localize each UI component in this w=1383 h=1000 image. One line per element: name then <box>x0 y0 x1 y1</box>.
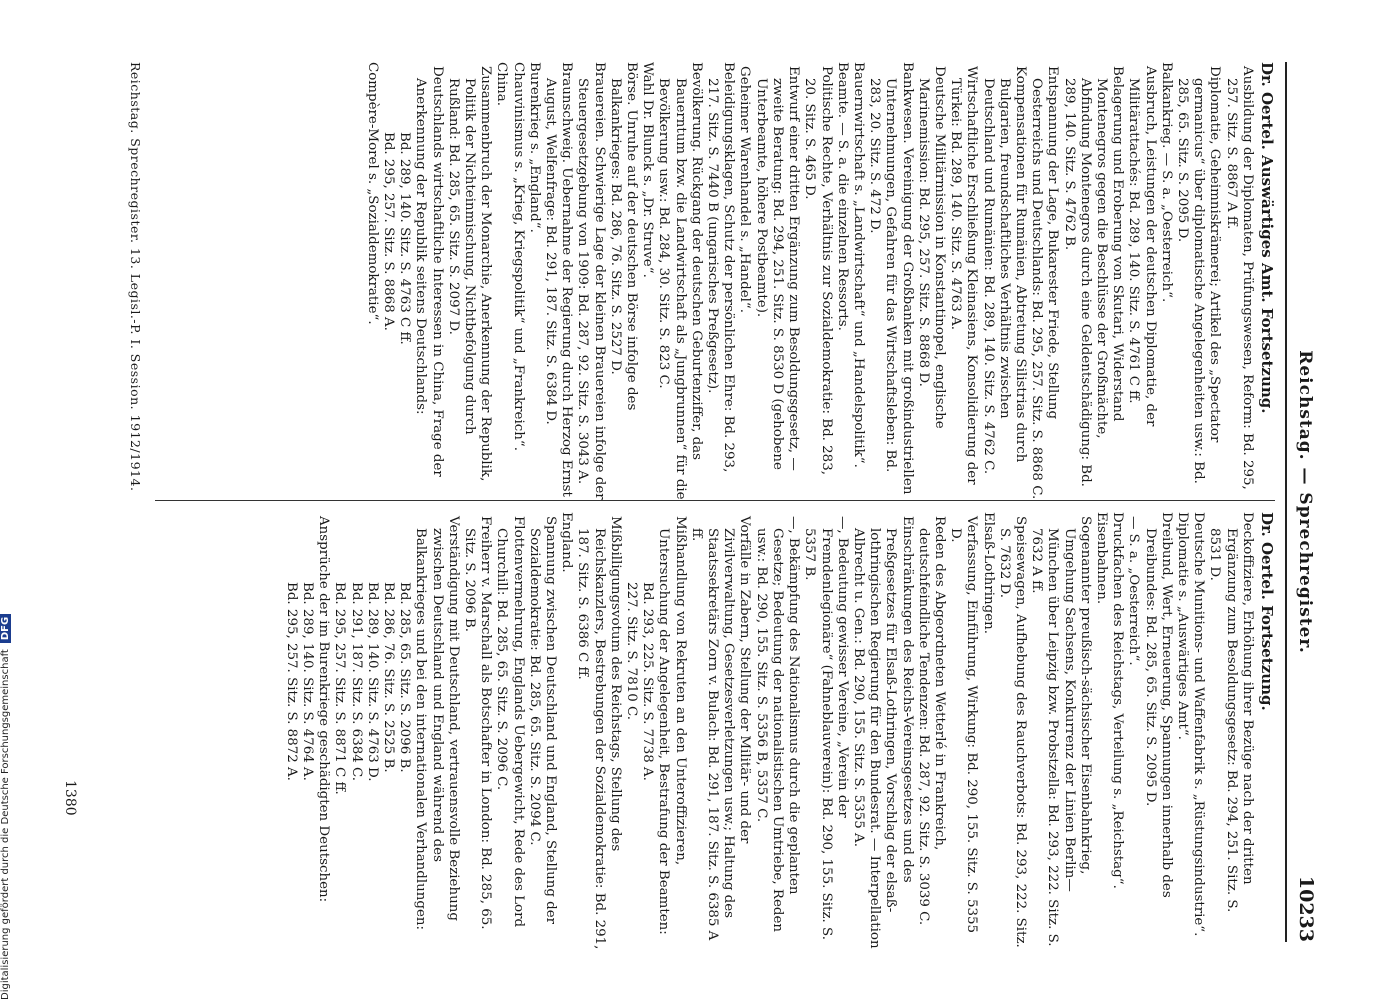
page-footer-number: 1380 <box>62 780 78 816</box>
left-index-entry: Börse. Unruhe auf der deutschen Börse infolge des Balkankrieges: Bd. 286, 76. Sitz. S. 2527 D. <box>607 62 640 411</box>
left-index-entry: Brauereien. Schwierige Lage der kleinen Brauereien infolge der Steuergesetzgebung von 1909: Bd. 287, 92. Sitz. S. 3043 A. <box>575 62 607 500</box>
header-page-number: 10233 <box>1295 875 1317 942</box>
right-subentry: Sogenannter preußisch-sächsischer Eisenbahnkrieg, Umgehung Sachsens, Konkurrenz der Linien Berlin—München über Leipzig bzw. Probstzella: Bd. 293, 222. Sitz. S. 7632 A ff. <box>1029 516 1093 947</box>
left-index-entry: Wahl Dr. Blunck s. „Dr. Struve“. <box>640 62 656 278</box>
right-reference-line: Bd. 285, 65. Sitz. S. 2096 B. <box>397 582 413 773</box>
right-index-entry: England. <box>559 512 575 573</box>
left-index-entry: Bauernwirtschaft s. „Landwirtschaft“ und „Handelspolitik“. <box>850 62 866 468</box>
right-subentry: Freiherr v. Marschall als Botschafter in London: Bd. 285, 65. Sitz. S. 2096 B. <box>462 516 494 930</box>
right-subentry: Mißbilligungsvotum des Reichstags, Stellung des Reichskanzlers, Bestrebungen der Sozialdemokratie: Bd. 291, 187. Sitz. S. 6386 C ff. <box>575 516 623 950</box>
left-index-entry: Compère-Morel s. „Sozialdemokratie“. <box>364 62 380 325</box>
dfg-logo: DFG <box>0 614 11 643</box>
left-subentry: Wirtschaftliche Erschließung Kleinasiens, Konsolidierung der Türkei: Bd. 289, 140. Sitz. S. 4763 A. <box>948 66 980 485</box>
right-subentry: Mißhandlung von Rekruten an den Unteroffizieren, Untersuchung der Angelegenheit, Bestrafung der Beamten: <box>656 516 688 935</box>
right-index-entry: Dreibund, Wert, Erneuerung, Spannungen innerhalb des Dreibundes: Bd. 285, 65. Sitz. S. 2095 D. <box>1142 512 1174 898</box>
right-index-entry: Deckoffiziere, Erhöhung ihrer Bezüge nach der dritten Ergänzung zum Besoldungsgesetz: Bd. 294, 251. Sitz. S. 8531 D. <box>1207 512 1255 913</box>
right-column <box>283 512 1275 950</box>
right-index-entry: Eisenbahnen. <box>1093 512 1109 605</box>
header-title: Reichstag. — Sprechregister. <box>1295 350 1315 654</box>
left-reference-line: Bd. 289, 140. Sitz. S. 4763 C ff. <box>397 132 413 345</box>
left-column <box>364 62 1275 500</box>
right-reference-line: Bd. 289, 140. Sitz. S. 4763 D. <box>364 582 380 782</box>
right-reference-line: Bd. 293, 225. Sitz. S. 7738 A. <box>640 582 656 781</box>
left-index-entry: Braunschweig. Uebernahme der Regierung durch Herzog Ernst August, Welfenfrage: Bd. 291, 187. Sitz. S. 6384 D. <box>543 62 575 497</box>
right-subentry: Reden des Abgeordneten Wetterlé in Frankreich, deutschfeindliche Tendenzen: Bd. 287, 92. Sitz. S. 3039 C. <box>915 516 947 926</box>
right-subentry: — S. a. „Oesterreich“. <box>1126 516 1142 666</box>
left-subentry: Diplomatie, Geheimniskrämerei; Artikel des „Spectator germanicus“ über diplomatische Angelegenheiten usw.: Bd. 285, 65. Sitz. S. 2095 D. <box>1174 66 1223 484</box>
left-column-entries <box>364 62 1255 500</box>
left-subentry: Zusammenbruch der Monarchie, Anerkennung der Republik, Politik der Nichteinmischung, Nichtbefolgung durch Rußland: Bd. 285, 65. Sitz. S. 2097 D. <box>445 66 494 482</box>
left-index-entry: China. <box>494 62 510 107</box>
credit-text: Digitalisierung gefördert durch die Deutsche Forschungsgemeinschaft <box>0 649 11 1000</box>
right-index-entry: Druckfachen des Reichstags, Verteilung s. „Reichstag“. <box>1110 512 1126 889</box>
left-index-entry: Balkankrieg. — S. a. „Oesterreich“. <box>1158 62 1174 303</box>
running-header <box>1285 62 1321 942</box>
right-subentry: —, Bedeutung gewisser Vereine, „Verein der Fremdenlegionäre“ (Fahneblauverein): Bd. 290, 155. Sitz. S. 5357 B. <box>802 516 850 940</box>
right-subentry: Verständigung mit Deutschland, vertrauensvolle Beziehung zwischen Deutschland und England während des Balkankrieges und bei den internationalen Verhandlungen: <box>413 516 461 931</box>
right-reference-line: Bd. 289, 140. Sitz. S. 4764 A. <box>300 582 316 781</box>
left-subentry: Geheimer Warenhandel s. „Handel“. <box>737 66 753 314</box>
right-continuation: Dr. Oertel. Fortsetzung. <box>1258 512 1276 711</box>
right-subentry: Verfassung, Einführung, Wirkung: Bd. 290, 155. Sitz. S. 5355 D. <box>948 516 980 934</box>
left-subentry: Ausbildung der Diplomaten, Prüfungswesen, Reform: Bd. 295, 257. Sitz. S. 8867 A ff. <box>1223 66 1255 490</box>
page-footer: Reichstag. Sprechregister. 13. Legisl.-P. I. Session. 1912/1914. <box>128 62 143 492</box>
digitization-credit <box>0 0 16 1000</box>
right-subentry: Vorfälle in Zabern, Stellung der Militär- und der Zivilverwaltung, Gesetzesverletzungen usw.; Haltung des Staatssekretärs Zorn v. Bulach: Bd. 291, 187. Sitz. S. 6385 A ff. <box>688 516 753 941</box>
left-subentry: Entspannung der Lage, Bukarester Friede, Stellung Oesterreichs und Deutschlands: Bd. 295, 257. Sitz. S. 8868 C. <box>1029 66 1061 500</box>
right-reference-line: Bd. 286, 76. Sitz. S. 2525 B. <box>381 582 397 773</box>
right-reference-line: Bd. 291, 187. Sitz. S. 6384 C. <box>348 582 364 782</box>
left-subentry: Ausbruch, Leistungen der deutschen Diplomatie, der Militärattachés: Bd. 289, 140. Sitz. S. 4761 C ff. <box>1126 66 1158 427</box>
left-index-entry: Burenkrieg s. „England“. <box>526 62 542 233</box>
left-index-entry: Bankwesen. Vereinigung der Großbanken mit großindustriellen Unternehmungen, Gefahren für das Wirtschaftsleben: Bd. 283, 20. Sitz. S. 472 D. <box>867 62 915 495</box>
left-index-entry: Beamte. — S. a. die einzelnen Ressorts. <box>834 62 850 331</box>
right-subentry: Speisewagen, Aufhebung des Rauchverbots: Bd. 293, 222. Sitz. S. 7632 D. <box>996 516 1028 948</box>
right-index-entry: Elsaß-Lothringen. <box>980 512 996 635</box>
left-reference-line: Bd. 295, 257. Sitz. S. 8868 A. <box>381 132 397 331</box>
left-subentry: Deutschlands wirtschaftliche Interessen in China, Frage der Anerkennung der Republik seitens Deutschlands: <box>413 66 445 477</box>
right-subentry: Ansprüche der im Burenkriege geschädigten Deutschen: <box>316 516 332 903</box>
right-subentry: Einschränkungen des Reichs-Vereinsgesetzes und des Preßgesetzes für Elsaß-Lothringen, Vorschlag der elsaß-lothringischen Regierung für den Bundesrat. — Interpellation Albrecht u. Gen.: Bd. 290, 155. Sitz. S. 5355 A. <box>850 516 915 949</box>
right-subentry: Spannung zwischen Deutschland und England, Stellung der Sozialdemokratie: Bd. 285, 65. Sitz. S. 2094 C. <box>526 516 559 925</box>
left-continuation: Dr. Oertel. Auswärtiges Amt. Fortsetzung. <box>1258 62 1276 414</box>
right-reference-line: Bd. 295, 257. Sitz. S. 8872 A. <box>283 582 299 781</box>
left-index-entry: Chauvinismus s. „Krieg, Kriegspolitik“ und „Frankreich“. <box>510 62 526 451</box>
left-subentry: Kompensationen für Rumänien, Abtretung Silistrias durch Bulgarien, freundschaftliches Verhältnis zwischen Deutschland und Rumänien: Bd. 289, 140. Sitz. S. 4762 C. <box>980 66 1028 475</box>
left-index-entry: Beleidigungsklagen, Schutz der persönlichen Ehre: Bd. 293, 217. Sitz. S. 7440 B (ungarisches Preßgesetz). <box>705 62 737 473</box>
left-index-entry: Bevölkerung. Rückgang der deutschen Geburtenziffer, das Bauerntum bzw. die Landwirtschaft als „Jungbrunnen“ für die Bevölkerung usw.: Bd. 284, 30. Sitz. S. 823 C. <box>656 62 704 500</box>
right-index-entry: Deutsche Munitions- und Waffenfabrik s. „Rüstungsindustrie“. <box>1191 512 1207 937</box>
right-reference-line: Bd. 295, 257. Sitz. S. 8871 C ff. <box>332 582 348 795</box>
left-subentry: Belagerung und Eroberung von Skutari, Widerstand Montenegros gegen die Beschlüsse der Großmächte, Abfindung Montenegros durch eine Geldentschädigung: Bd. 289, 140. Sitz. S. 4762 B. <box>1061 66 1126 487</box>
right-column-entries <box>283 512 1255 950</box>
column-divider <box>155 500 1275 501</box>
left-subentry: Entwurf einer dritten Ergänzung zum Besoldungsgesetz, — zweite Beratung: Bd. 294, 251. Sitz. S. 8530 D (gehobene Unterbeamte, höhere Postbeamte). <box>753 66 802 471</box>
right-subentry: —, Bekämpfung des Nationalismus durch die geplanten Gesetze; Bedeutung der nationalistischen Umtriebe, Reden usw.: Bd. 290, 155. Sitz. S. 5356 B, 5357 C. <box>753 516 802 932</box>
right-subentry: Flottenvermehrung, Englands Uebergewicht, Rede des Lord Churchill: Bd. 285, 65. Sitz. S. 2096 C. <box>494 516 526 928</box>
left-subentry: Politische Rechte, Verhältnis zur Sozialdemokratie: Bd. 283, 20. Sitz. S. 465 D. <box>802 66 834 475</box>
right-reference-line: 227. Sitz. S. 7810 C. <box>624 582 640 721</box>
right-index-entry: Diplomatie s. „Auswärtiges Amt“. <box>1174 512 1190 740</box>
left-subentry: Deutsche Militärmission in Konstantinopel, englische Marinemission: Bd. 295, 257. Sitz. S. 8868 D. <box>915 66 947 429</box>
